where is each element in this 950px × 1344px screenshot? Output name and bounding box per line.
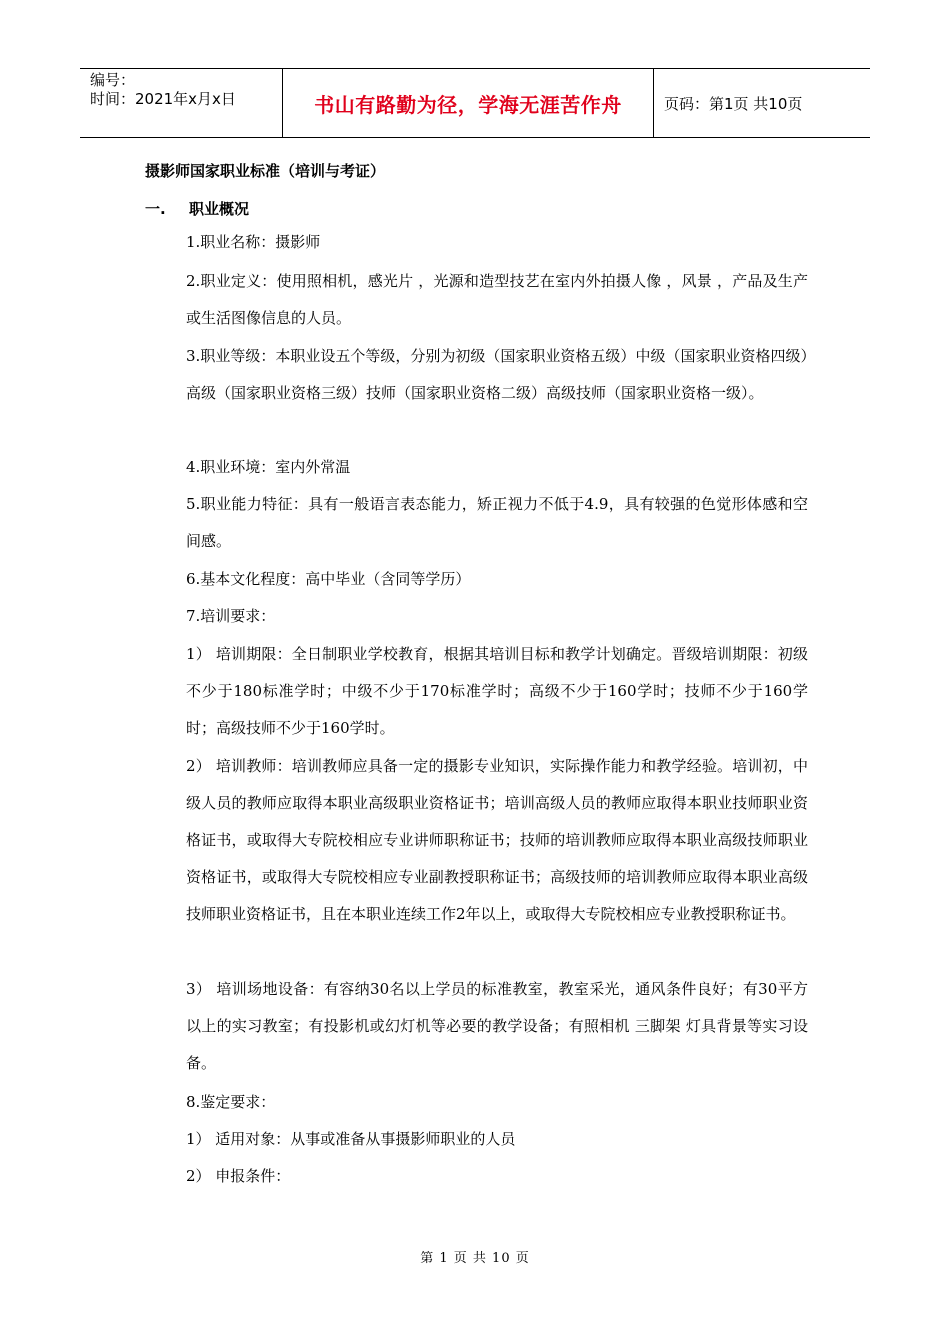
paragraph: 1） 培训期限：全日制职业学校教育，根据其培训目标和教学计划确定。晋级培训期限：初级不少于180标准学时；中级不少于170标准学时；高级不少于160学时；技师不少于160学时；高级技师不少于160学时。 (186, 645, 808, 737)
motto: 书山有路勤为径，学海无涯苦作舟 (314, 92, 622, 117)
paragraph: 4.职业环境：室内外常温 (186, 458, 351, 476)
paragraph: 2.职业定义：使用照相机，感光片 ，光源和造型技艺在室内外拍摄人像 ，风景 ，产品及生产或生活图像信息的人员。 (186, 272, 808, 327)
section-title: 职业概况 (189, 200, 250, 218)
header-page-cell (654, 69, 870, 137)
document-title: 摄影师国家职业标准（培训与考证） (145, 162, 386, 180)
paragraph: 3.职业等级：本职业设五个等级，分别为初级（国家职业资格五级）中级（国家职业资格四级）高级（国家职业资格三级）技师（国家职业资格二级）高级技师（国家职业资格一级）。 (186, 347, 808, 402)
paragraph: 7.培训要求： (186, 607, 276, 625)
header-left-cell (80, 69, 282, 137)
section-heading (145, 198, 249, 219)
paragraph: 5.职业能力特征：具有一般语言表态能力，矫正视力不低于4.9，具有较强的色觉形体感和空间感。 (186, 495, 808, 550)
header-table (80, 68, 870, 138)
page-footer: 第 1 页 共 10 页 (420, 1251, 530, 1266)
paragraph: 1.职业名称：摄影师 (186, 233, 321, 251)
paragraph: 2） 申报条件： (186, 1167, 291, 1185)
header-motto-cell (282, 69, 654, 137)
paragraph: 1） 适用对象：从事或准备从事摄影师职业的人员 (186, 1130, 516, 1148)
time-label: 时间：2021年x月x日 (90, 90, 236, 108)
number-label: 编号： (90, 71, 136, 89)
paragraph: 3） 培训场地设备：有容纳30名以上学员的标准教室，教室采光，通风条件良好；有30平方以上的实习教室；有投影机或幻灯机等必要的教学设备；有照相机 三脚架 灯具背景等实习设备。 (186, 980, 808, 1072)
section-number: 一. (145, 200, 166, 218)
paragraph: 6.基本文化程度：高中毕业（含同等学历） (186, 570, 471, 588)
paragraph: 2） 培训教师：培训教师应具备一定的摄影专业知识，实际操作能力和教学经验。培训初，中级人员的教师应取得本职业高级职业资格证书；培训高级人员的教师应取得本职业技师职业资格证书，或取得大专院校相应专业讲师职称证书；技师的培训教师应取得本职业高级技师职业资格证书，或取得大专院校相应专业副教授职称证书；高级技师的培训教师应取得本职业高级技师职业资格证书，且在本职业连续工作2年以上，或取得大专院校相应专业教授职称证书。 (186, 757, 808, 923)
page-label: 页码：第1页 共10页 (664, 94, 803, 113)
paragraph: 8.鉴定要求： (186, 1093, 276, 1111)
